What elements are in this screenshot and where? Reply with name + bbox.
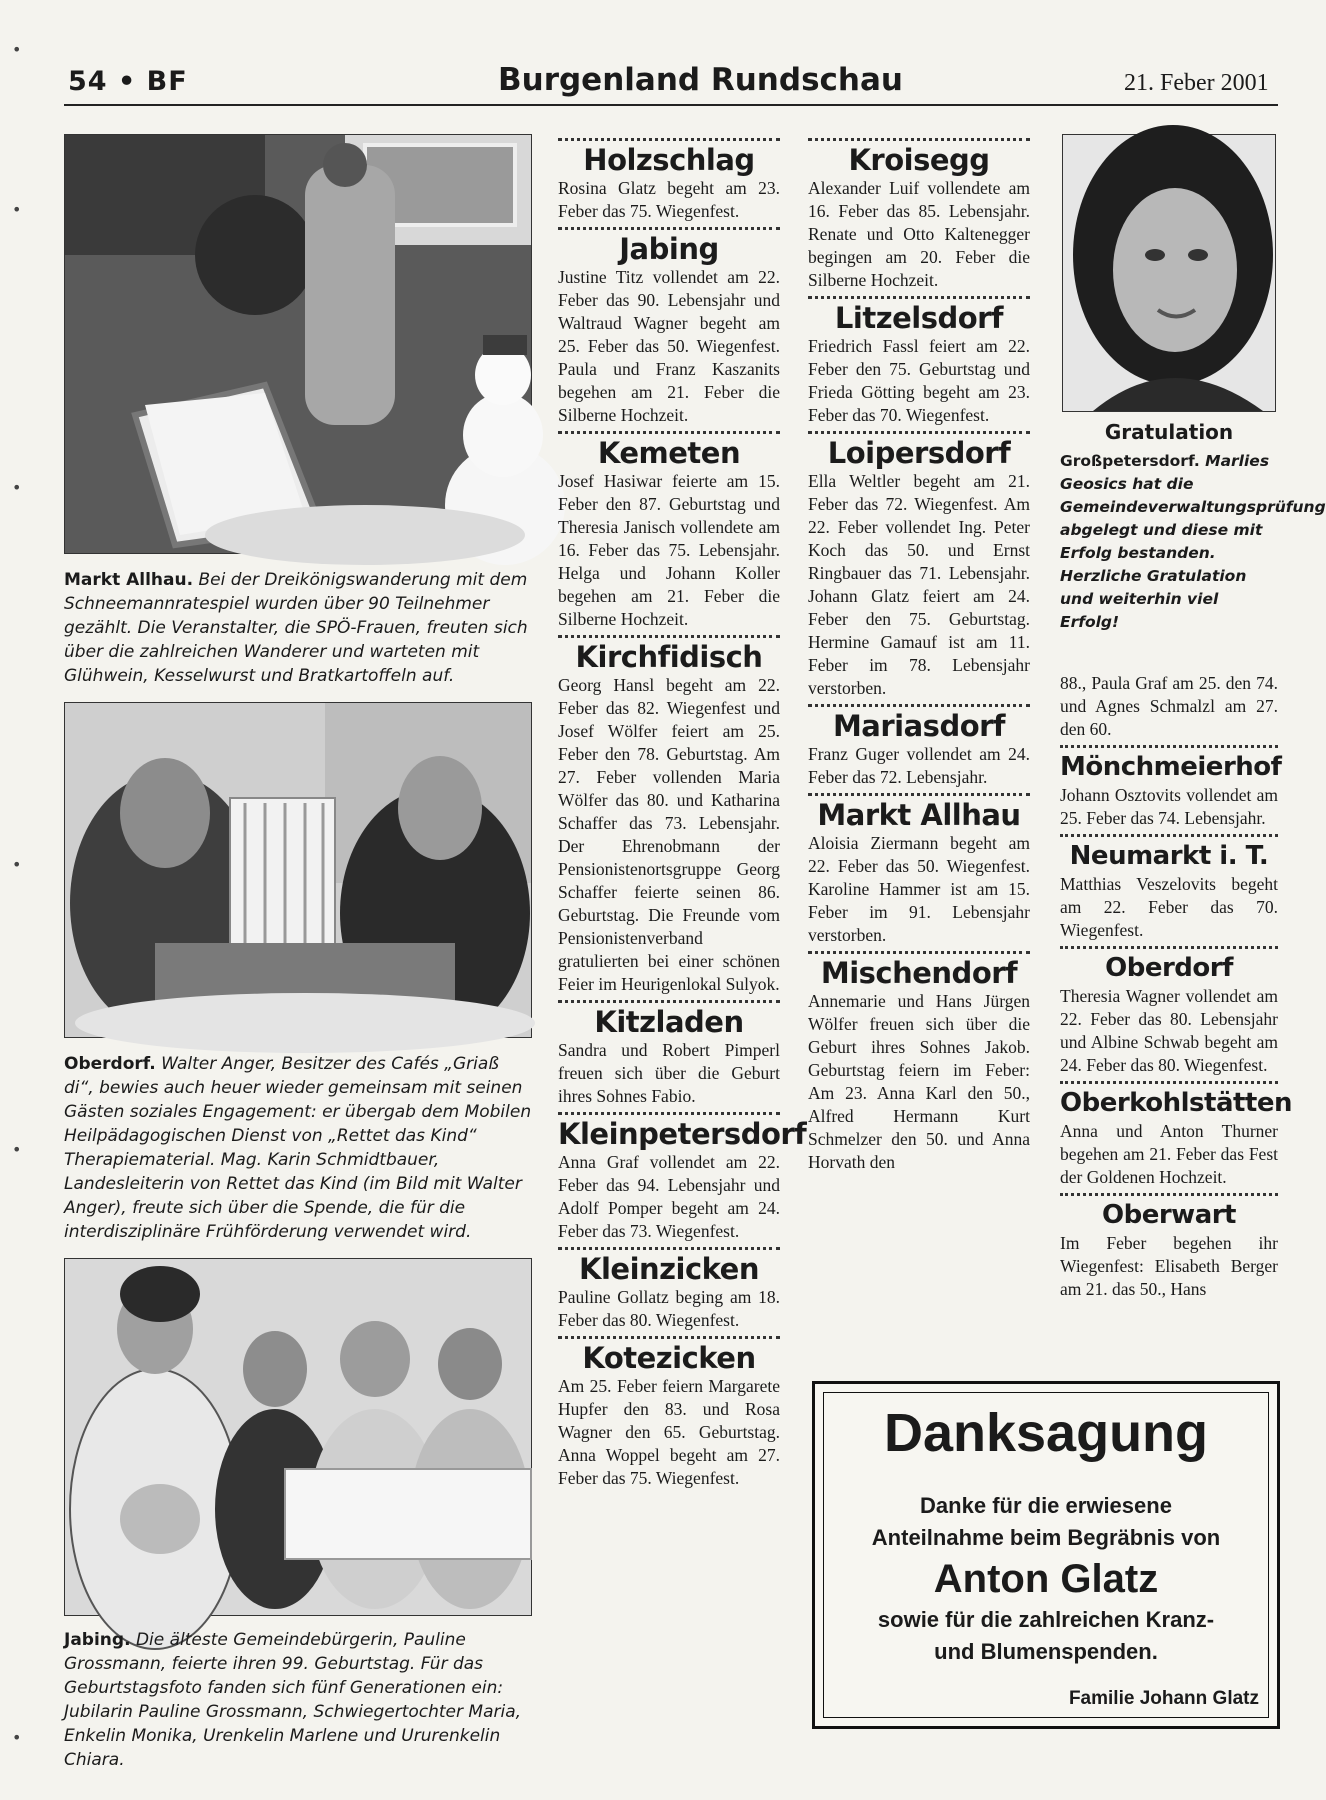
section-text: Annemarie und Hans Jürgen Wölfer freuen sich über die Geburt ihres Sohnes Jakob. Geburtstag feiern im Feber: Am 23. Anna Karl den 50., Alfred Hermann Kurt Schmelzer den 50. und Anna Horvath den (808, 991, 1030, 1172)
section-title: Oberdorf (1105, 953, 1233, 983)
section-text: Anna Graf vollendet am 22. Feber das 94. Lebensjahr und Adolf Pomper begeht am 24. Feber das 73. Wiegenfest. (558, 1152, 780, 1241)
section-title: Kemeten (597, 436, 741, 470)
section-divider (558, 1336, 780, 1339)
section-title: Mariasdorf (832, 709, 1006, 743)
section-text: Josef Hasiwar feierte am 15. Feber den 87. Geburtstag und Theresia Janisch vollendete am 16. Feber das 75. Lebensjahr. Helga und Johann Koller begehen am 21. Feber die Silberne Hochzeit. (558, 471, 780, 629)
section-title: Jabing (619, 232, 719, 266)
section-title: Mischendorf (820, 956, 1018, 990)
danksagung-ad (812, 1381, 1280, 1729)
section-divider (1060, 1081, 1278, 1084)
newspaper-title: Burgenland Rundschau (498, 62, 903, 98)
section-text: Ella Weltler begeht am 21. Feber das 72. Wiegenfest. Am 22. Feber vollendet Ing. Peter Koch das 50. und Ernst Ringbauer das 71. Lebensjahr. Johann Glatz feiert am 24. Feber den 75. Geburtstag. Hermine Gamauf ist am 11. Feber im 78. Lebensjahr verstorben. (808, 471, 1030, 698)
section-divider (808, 431, 1030, 434)
margin-mark: • (12, 40, 22, 59)
caption-place: Jabing. (64, 1630, 131, 1650)
column-1 (558, 134, 807, 1490)
section-title: Holzschlag (583, 143, 755, 177)
section-title: Kroisegg (848, 143, 990, 177)
section-text: Justine Titz vollendet am 22. Feber das 90. Lebensjahr und Waltraud Wagner begeht am 25. Feber das 50. Wiegenfest. Paula und Franz Kaszanits begehen am 21. Feber die Silberne Hochzeit. (558, 267, 780, 425)
section-title: Neumarkt i. T. (1069, 841, 1269, 871)
gratulation-text: Marlies Geosics hat die Gemeindeverwaltungsprüfung abgelegt und diese mit Erfolg bestanden. Herzliche Gratulation und weiterhin viel Erfolg! (1060, 452, 1326, 631)
section-text: Franz Guger vollendet am 24. Feber das 72. Lebensjahr. (808, 744, 1030, 787)
section-title: Loipersdorf (827, 436, 1011, 470)
section-divider (1060, 745, 1278, 748)
header-rule (64, 104, 1278, 106)
caption-text: Bei der Dreikönigswanderung mit dem Schneemannratespiel wurden über 90 Teilnehmer gezählt. Die Veranstalter, die SPÖ-Frauen, freuten sich über die zahlreichen Wanderer und warteten mit Glühwein, Kesselwurst und Bratkartoffeln auf. (64, 570, 528, 686)
section-divider (558, 227, 780, 230)
caption-place: Oberdorf. (64, 1054, 156, 1074)
section-divider (558, 635, 780, 638)
section-divider (808, 138, 1030, 141)
ad-line: und Blumenspenden. (934, 1639, 1158, 1664)
section-title: Kleinpetersdorf (558, 1117, 807, 1151)
caption-jabing (64, 1628, 532, 1772)
section-divider (558, 138, 780, 141)
margin-mark: • (12, 200, 22, 219)
photo-snowman (64, 134, 532, 554)
gratulation-title: Gratulation (1104, 420, 1234, 444)
section-title: Kotezicken (582, 1341, 756, 1375)
section-text: Im Feber begehen ihr Wiegenfest: Elisabeth Berger am 21. das 50., Hans (1060, 1233, 1278, 1299)
photo-jabing-drawing (65, 1259, 531, 1615)
section-text: Am 25. Feber feiern Margarete Hupfer den 83. und Rosa Wagner den 65. Geburtstag. Anna Woppel begeht am 27. Feber das 75. Wiegenfest. (558, 1376, 780, 1488)
continued-text: 88., Paula Graf am 25. den 74. und Agnes Schmalzl am 27. den 60. (1060, 673, 1278, 739)
section-title: Kirchfidisch (575, 640, 763, 674)
section-text: Aloisia Ziermann begeht am 22. Feber das 50. Wiegenfest. Karoline Hammer ist am 15. Feber im 91. Lebensjahr verstorben. (808, 833, 1030, 945)
section-divider (1060, 834, 1278, 837)
section-divider (808, 296, 1030, 299)
section-title: Oberkohlstätten (1060, 1088, 1292, 1118)
ad-signature: Familie Johann Glatz (1068, 1688, 1259, 1709)
column-2 (808, 134, 1030, 1174)
caption-text: Die älteste Gemeindebürgerin, Pauline Grossmann, feierte ihren 99. Geburtstag. Für das Geburtstagsfoto fanden sich fünf Generationen ein: Jubilarin Pauline Grossmann, Schwiegertochter Maria, Enkelin Monika, Urenkelin Marlene und Ururenkelin Chiara. (64, 1630, 522, 1770)
section-title: Kitzladen (594, 1005, 744, 1039)
section-title: Kleinzicken (579, 1252, 759, 1286)
section-text: Johann Osztovits vollendet am 25. Feber das 74. Lebensjahr. (1060, 785, 1278, 828)
section-title: Markt Allhau (817, 798, 1021, 832)
section-text: Matthias Veszelovits begeht am 22. Feber das 70. Wiegenfest. (1060, 874, 1278, 940)
issue-date: 21. Feber 2001 (1124, 70, 1269, 96)
photo-oberdorf-drawing (65, 703, 531, 1037)
photo-jabing (64, 1258, 532, 1616)
section-divider (808, 793, 1030, 796)
section-divider (808, 951, 1030, 954)
section-divider (558, 431, 780, 434)
caption-markt-allhau (64, 568, 532, 688)
margin-mark: • (12, 1728, 22, 1747)
gratulation-place: Großpetersdorf. (1060, 452, 1200, 470)
column-3 (1060, 420, 1326, 1301)
photo-snowman-drawing (65, 135, 531, 553)
section-divider (558, 1247, 780, 1250)
section-divider (1060, 946, 1278, 949)
ad-line: sowie für die zahlreichen Kranz- (877, 1607, 1215, 1632)
ad-line: Anteilnahme beim Begräbnis von (871, 1525, 1221, 1550)
section-divider (558, 1112, 780, 1115)
page-number: 54 • BF (68, 66, 188, 97)
photo-portrait (1062, 134, 1276, 412)
section-text: Sandra und Robert Pimperl freuen sich über die Geburt ihres Sohnes Fabio. (558, 1040, 780, 1106)
section-divider (808, 704, 1030, 707)
ad-title: Danksagung (883, 1403, 1209, 1463)
ad-inner-frame (823, 1392, 1269, 1718)
caption-oberdorf (64, 1052, 532, 1244)
caption-place: Markt Allhau. (64, 570, 194, 590)
section-title: Oberwart (1102, 1200, 1236, 1230)
margin-mark: • (12, 478, 22, 497)
caption-text: Walter Anger, Besitzer des Cafés „Griaß di“, bewies auch heuer wieder gemeinsam mit seinen Gästen soziales Engagement: er übergab dem Mobilen Heilpädagogischen Dienst von „Rettet das Kind“ Therapiematerial. Mag. Karin Schmidtbauer, Landesleiterin von Rettet das Kind (im Bild mit Walter Anger), freute sich über die Spende, die für die interdisziplinäre Frühförderung verwendet wird. (64, 1054, 532, 1242)
section-divider (558, 1000, 780, 1003)
margin-mark: • (12, 1140, 22, 1159)
ad-deceased-name: Anton Glatz (933, 1557, 1159, 1601)
photo-oberdorf (64, 702, 532, 1038)
section-text: Friedrich Fassl feiert am 22. Feber den 75. Geburtstag und Frieda Götting begeht am 23. Feber das 70. Wiegenfest. (808, 336, 1030, 425)
ad-line: Danke für die erwiesene (920, 1493, 1172, 1518)
section-text: Georg Hansl begeht am 22. Feber das 82. Wiegenfest und Josef Wölfer feiert am 25. Feber den 78. Geburtstag. Am 27. Feber vollenden Maria Wölfer das 80. und Katharina Schaffer das 73. Lebensjahr. Der Ehrenobmann der Pensionistenortsgruppe Georg Schaffer feierte seinen 86. Geburtstag. Die Freunde vom Pensionistenverband gratulierten bei einer schönen Feier im Heurigenlokal Sulyok. (558, 675, 780, 994)
gratulation-caption (1060, 450, 1326, 634)
margin-mark: • (12, 855, 22, 874)
section-title: Litzelsdorf (834, 301, 1004, 335)
section-text: Rosina Glatz begeht am 23. Feber das 75. Wiegenfest. (558, 178, 780, 221)
section-text: Theresia Wagner vollendet am 22. Feber das 80. Lebensjahr und Albine Schwab begeht am 24. Feber das 80. Wiegenfest. (1060, 986, 1278, 1075)
section-text: Alexander Luif vollendete am 16. Feber das 85. Lebensjahr. Renate und Otto Kaltenegger begingen am 20. Feber die Silberne Hochzeit. (808, 178, 1030, 290)
section-text: Pauline Gollatz beging am 18. Feber das 80. Wiegenfest. (558, 1287, 780, 1330)
photo-portrait-drawing (1063, 135, 1275, 411)
section-title: Mönchmeierhof (1060, 752, 1282, 782)
section-text: Anna und Anton Thurner begehen am 21. Feber das Fest der Goldenen Hochzeit. (1060, 1121, 1278, 1187)
section-divider (1060, 1193, 1278, 1196)
